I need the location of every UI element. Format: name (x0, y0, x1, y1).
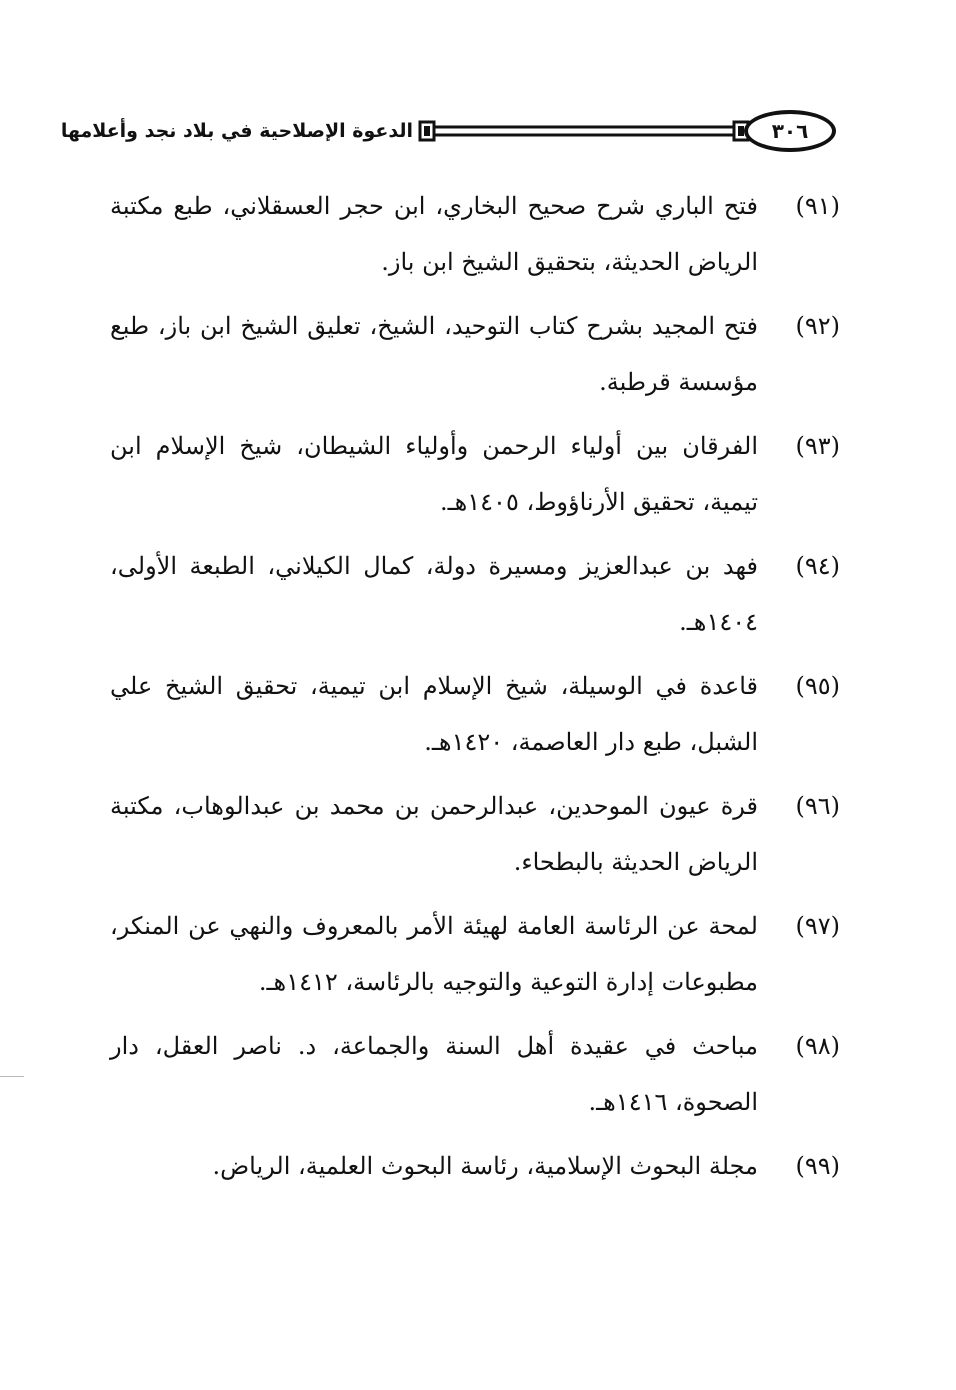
bibliography-entry (110, 898, 840, 1010)
entry-number: (٩٩) (795, 1152, 840, 1180)
entry-text: مباحث في عقيدة أهل السنة والجماعة، د. ناصر العقل، دار الصحوة، ١٤١٦هـ. (110, 1032, 758, 1116)
bibliography-entry (110, 418, 840, 530)
bibliography-list (110, 178, 840, 1202)
entry-text: فتح المجيد بشرح كتاب التوحيد، الشيخ، تعليق الشيخ ابن باز، طبع مؤسسة قرطبة. (110, 312, 758, 396)
entry-number: (٩٤) (795, 552, 840, 580)
entry-number: (٩٢) (795, 312, 840, 340)
entry-number: (٩٥) (795, 672, 840, 700)
entry-number: (٩٦) (795, 792, 840, 820)
page-number-badge (744, 110, 836, 152)
bibliography-entry (110, 1018, 840, 1130)
bibliography-entry (110, 1138, 840, 1194)
running-title: الدعوة الإصلاحية في بلاد نجد وأعلامها (60, 120, 413, 142)
entry-text: فتح الباري شرح صحيح البخاري، ابن حجر العسقلاني، طبع مكتبة الرياض الحديثة، بتحقيق الشيخ ابن باز. (110, 192, 758, 276)
bibliography-entry (110, 658, 840, 770)
bibliography-entry (110, 778, 840, 890)
entry-text: الفرقان بين أولياء الرحمن وأولياء الشيطان، شيخ الإسلام ابن تيمية، تحقيق الأرناؤوط، ١٤٠٥هـ. (110, 432, 758, 516)
entry-text: مجلة البحوث الإسلامية، رئاسة البحوث العلمية، الرياض. (212, 1152, 758, 1180)
bibliography-entry (110, 538, 840, 650)
entry-number: (٩١) (795, 192, 840, 220)
entry-text: لمحة عن الرئاسة العامة لهيئة الأمر بالمعروف والنهي عن المنكر، مطبوعات إدارة التوعية والتوجيه بالرئاسة، ١٤١٢هـ. (110, 912, 758, 996)
entry-text: قرة عيون الموحدين، عبدالرحمن بن محمد بن عبدالوهاب، مكتبة الرياض الحديثة بالبطحاء. (110, 792, 758, 876)
bibliography-entry (110, 178, 840, 290)
scan-margin-mark (0, 1076, 24, 1077)
entry-number: (٩٧) (795, 912, 840, 940)
entry-number: (٩٣) (795, 432, 840, 460)
page-number: ٣٠٦ (771, 119, 809, 143)
entry-number: (٩٨) (795, 1032, 840, 1060)
entry-text: قاعدة في الوسيلة، شيخ الإسلام ابن تيمية، تحقيق الشيخ علي الشبل، طبع دار العاصمة، ١٤٢٠هـ. (110, 672, 758, 756)
page-header (60, 110, 840, 154)
entry-text: فهد بن عبدالعزيز ومسيرة دولة، كمال الكيلاني، الطبعة الأولى، ١٤٠٤هـ. (110, 552, 758, 636)
bibliography-entry (110, 298, 840, 410)
